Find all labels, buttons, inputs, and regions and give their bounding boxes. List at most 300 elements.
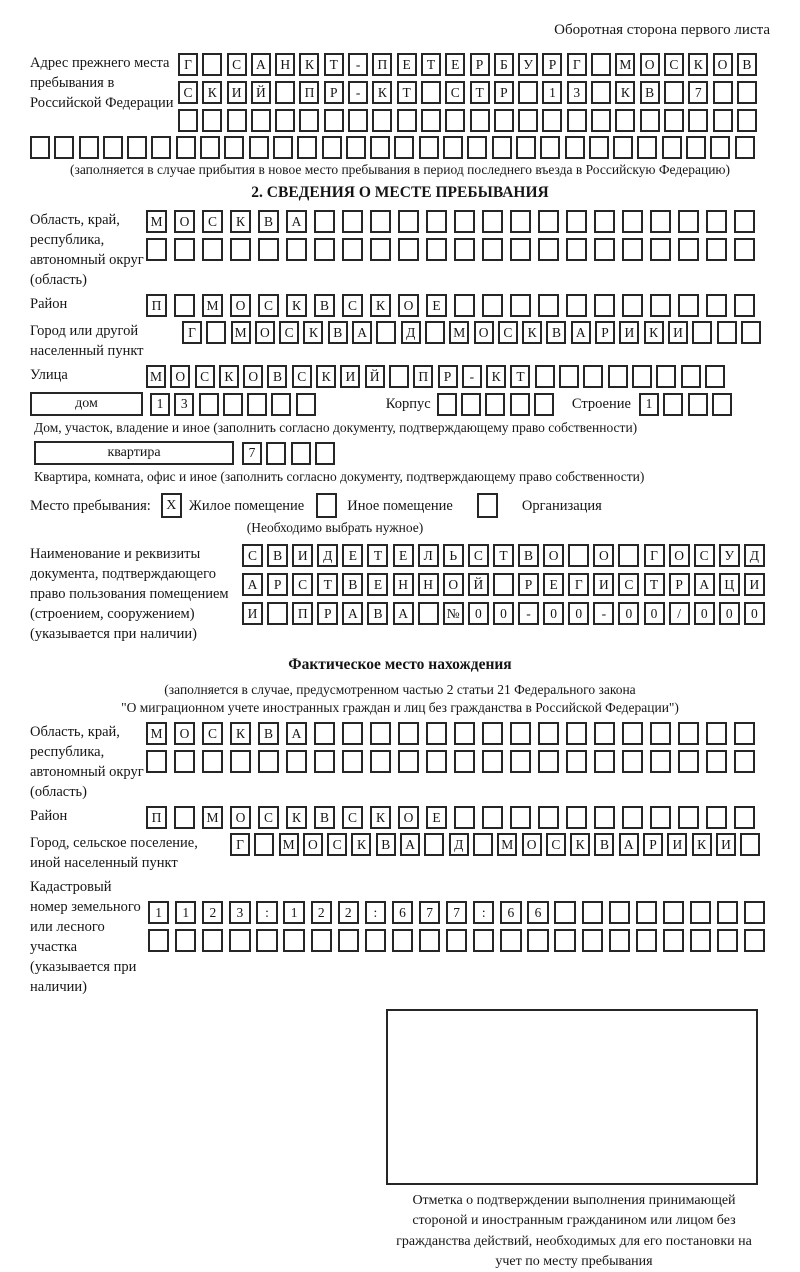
char-cell[interactable]: Р <box>267 573 288 596</box>
char-cell[interactable] <box>663 393 683 416</box>
char-cell[interactable] <box>744 901 765 924</box>
char-cell[interactable] <box>254 833 274 856</box>
char-cell[interactable] <box>224 136 244 159</box>
char-cell[interactable] <box>636 929 657 952</box>
char-cell[interactable] <box>589 136 609 159</box>
char-cell[interactable] <box>148 929 169 952</box>
char-cell[interactable] <box>227 109 247 132</box>
char-cell[interactable] <box>622 806 643 829</box>
char-cell[interactable] <box>419 929 440 952</box>
char-cell[interactable] <box>174 806 195 829</box>
char-cell[interactable]: С <box>694 544 715 567</box>
char-cell[interactable]: Е <box>426 294 447 317</box>
char-cell[interactable] <box>664 81 684 104</box>
char-cell[interactable] <box>734 806 755 829</box>
char-cell[interactable] <box>622 722 643 745</box>
char-cell[interactable] <box>688 109 708 132</box>
char-cell[interactable] <box>632 365 652 388</box>
char-cell[interactable]: Д <box>317 544 338 567</box>
char-cell[interactable] <box>566 722 587 745</box>
char-cell[interactable] <box>338 929 359 952</box>
char-cell[interactable]: К <box>486 365 506 388</box>
char-cell[interactable] <box>398 210 419 233</box>
char-cell[interactable]: И <box>227 81 247 104</box>
char-cell[interactable] <box>275 81 295 104</box>
char-cell[interactable]: С <box>258 806 279 829</box>
char-cell[interactable] <box>174 238 195 261</box>
char-cell[interactable]: 7 <box>242 442 262 465</box>
char-cell[interactable]: В <box>594 833 614 856</box>
char-cell[interactable]: В <box>267 365 287 388</box>
char-cell[interactable]: Р <box>518 573 539 596</box>
char-cell[interactable] <box>565 136 585 159</box>
char-cell[interactable] <box>542 109 562 132</box>
char-cell[interactable] <box>518 109 538 132</box>
char-cell[interactable] <box>376 321 396 344</box>
char-cell[interactable] <box>664 109 684 132</box>
char-cell[interactable]: А <box>352 321 372 344</box>
char-cell[interactable]: К <box>286 294 307 317</box>
char-cell[interactable] <box>346 136 366 159</box>
char-cell[interactable]: К <box>615 81 635 104</box>
char-cell[interactable]: О <box>593 544 614 567</box>
char-cell[interactable]: М <box>146 365 166 388</box>
char-cell[interactable]: О <box>713 53 733 76</box>
char-cell[interactable]: М <box>202 806 223 829</box>
char-cell[interactable] <box>54 136 74 159</box>
char-cell[interactable] <box>510 210 531 233</box>
char-cell[interactable] <box>419 136 439 159</box>
char-cell[interactable] <box>398 750 419 773</box>
char-cell[interactable] <box>741 321 761 344</box>
char-cell[interactable]: О <box>174 722 195 745</box>
char-cell[interactable] <box>473 929 494 952</box>
char-cell[interactable] <box>370 238 391 261</box>
char-cell[interactable]: В <box>518 544 539 567</box>
char-cell[interactable]: 0 <box>744 602 765 625</box>
char-cell[interactable] <box>175 929 196 952</box>
char-cell[interactable] <box>206 321 226 344</box>
char-cell[interactable] <box>315 442 335 465</box>
char-cell[interactable] <box>678 750 699 773</box>
char-cell[interactable] <box>510 238 531 261</box>
char-cell[interactable]: О <box>398 294 419 317</box>
char-cell[interactable]: А <box>400 833 420 856</box>
char-cell[interactable] <box>482 238 503 261</box>
char-cell[interactable]: П <box>372 53 392 76</box>
char-cell[interactable] <box>591 109 611 132</box>
char-cell[interactable] <box>437 393 457 416</box>
char-cell[interactable]: С <box>618 573 639 596</box>
char-cell[interactable] <box>538 294 559 317</box>
char-cell[interactable]: М <box>497 833 517 856</box>
char-cell[interactable]: С <box>202 210 223 233</box>
char-cell[interactable]: К <box>570 833 590 856</box>
char-cell[interactable]: Г <box>230 833 250 856</box>
char-cell[interactable]: К <box>644 321 664 344</box>
char-cell[interactable] <box>678 238 699 261</box>
char-cell[interactable] <box>594 722 615 745</box>
char-cell[interactable] <box>686 136 706 159</box>
char-cell[interactable]: Р <box>643 833 663 856</box>
char-cell[interactable] <box>446 929 467 952</box>
char-cell[interactable] <box>283 929 304 952</box>
char-cell[interactable] <box>342 750 363 773</box>
char-cell[interactable] <box>199 393 219 416</box>
char-cell[interactable]: П <box>292 602 313 625</box>
char-cell[interactable] <box>421 109 441 132</box>
char-cell[interactable]: Т <box>493 544 514 567</box>
char-cell[interactable] <box>678 294 699 317</box>
char-cell[interactable]: И <box>744 573 765 596</box>
char-cell[interactable] <box>706 238 727 261</box>
char-cell[interactable] <box>690 901 711 924</box>
char-cell[interactable] <box>622 294 643 317</box>
char-cell[interactable]: Н <box>418 573 439 596</box>
char-cell[interactable]: Р <box>438 365 458 388</box>
char-cell[interactable]: 0 <box>618 602 639 625</box>
char-cell[interactable] <box>174 750 195 773</box>
char-cell[interactable]: 1 <box>639 393 659 416</box>
char-cell[interactable] <box>688 393 708 416</box>
char-cell[interactable] <box>314 210 335 233</box>
char-cell[interactable] <box>706 210 727 233</box>
char-cell[interactable] <box>734 294 755 317</box>
char-cell[interactable]: - <box>518 602 539 625</box>
char-cell[interactable] <box>454 210 475 233</box>
char-cell[interactable] <box>650 806 671 829</box>
char-cell[interactable] <box>636 901 657 924</box>
char-cell[interactable]: В <box>314 806 335 829</box>
char-cell[interactable]: 0 <box>468 602 489 625</box>
char-cell[interactable]: Й <box>251 81 271 104</box>
char-cell[interactable] <box>734 238 755 261</box>
char-cell[interactable] <box>482 722 503 745</box>
char-cell[interactable] <box>706 294 727 317</box>
char-cell[interactable] <box>527 929 548 952</box>
char-cell[interactable] <box>79 136 99 159</box>
char-cell[interactable] <box>717 929 738 952</box>
char-cell[interactable]: 2 <box>202 901 223 924</box>
char-cell[interactable]: О <box>174 210 195 233</box>
char-cell[interactable] <box>394 136 414 159</box>
char-cell[interactable]: С <box>292 573 313 596</box>
char-cell[interactable]: С <box>279 321 299 344</box>
char-cell[interactable]: Г <box>644 544 665 567</box>
char-cell[interactable] <box>482 294 503 317</box>
char-cell[interactable] <box>510 393 530 416</box>
char-cell[interactable]: К <box>219 365 239 388</box>
char-cell[interactable] <box>146 238 167 261</box>
char-cell[interactable]: О <box>522 833 542 856</box>
char-cell[interactable]: О <box>443 573 464 596</box>
char-cell[interactable]: С <box>342 806 363 829</box>
char-cell[interactable]: Е <box>426 806 447 829</box>
char-cell[interactable] <box>473 833 493 856</box>
char-cell[interactable]: К <box>688 53 708 76</box>
char-cell[interactable]: С <box>258 294 279 317</box>
char-cell[interactable]: С <box>342 294 363 317</box>
char-cell[interactable]: О <box>255 321 275 344</box>
char-cell[interactable]: : <box>473 901 494 924</box>
char-cell[interactable] <box>510 294 531 317</box>
char-cell[interactable] <box>258 238 279 261</box>
char-cell[interactable] <box>454 806 475 829</box>
char-cell[interactable] <box>734 210 755 233</box>
char-cell[interactable] <box>267 602 288 625</box>
char-cell[interactable]: 6 <box>392 901 413 924</box>
char-cell[interactable]: Т <box>470 81 490 104</box>
char-cell[interactable] <box>622 238 643 261</box>
char-cell[interactable] <box>650 750 671 773</box>
char-cell[interactable] <box>223 393 243 416</box>
char-cell[interactable] <box>127 136 147 159</box>
char-cell[interactable] <box>712 393 732 416</box>
char-cell[interactable]: П <box>146 294 167 317</box>
char-cell[interactable] <box>296 393 316 416</box>
char-cell[interactable]: Ц <box>719 573 740 596</box>
char-cell[interactable] <box>650 238 671 261</box>
char-cell[interactable]: А <box>571 321 591 344</box>
char-cell[interactable] <box>566 806 587 829</box>
char-cell[interactable] <box>461 393 481 416</box>
char-cell[interactable]: К <box>230 210 251 233</box>
char-cell[interactable] <box>258 750 279 773</box>
char-cell[interactable] <box>637 136 657 159</box>
char-cell[interactable]: О <box>303 833 323 856</box>
char-cell[interactable] <box>200 136 220 159</box>
char-cell[interactable]: П <box>146 806 167 829</box>
char-cell[interactable] <box>418 602 439 625</box>
char-cell[interactable]: С <box>242 544 263 567</box>
char-cell[interactable] <box>663 929 684 952</box>
char-cell[interactable]: И <box>593 573 614 596</box>
char-cell[interactable]: Р <box>542 53 562 76</box>
char-cell[interactable]: В <box>546 321 566 344</box>
char-cell[interactable] <box>594 806 615 829</box>
char-cell[interactable] <box>492 136 512 159</box>
char-cell[interactable]: С <box>498 321 518 344</box>
char-cell[interactable] <box>247 393 267 416</box>
char-cell[interactable] <box>397 109 417 132</box>
char-cell[interactable] <box>426 238 447 261</box>
char-cell[interactable]: 0 <box>694 602 715 625</box>
char-cell[interactable] <box>744 929 765 952</box>
char-cell[interactable] <box>314 750 335 773</box>
char-cell[interactable] <box>454 722 475 745</box>
char-cell[interactable] <box>609 929 630 952</box>
char-cell[interactable]: Р <box>324 81 344 104</box>
char-cell[interactable]: В <box>640 81 660 104</box>
char-cell[interactable]: Т <box>317 573 338 596</box>
char-cell[interactable]: А <box>242 573 263 596</box>
char-cell[interactable] <box>734 750 755 773</box>
char-cell[interactable] <box>348 109 368 132</box>
char-cell[interactable]: - <box>348 53 368 76</box>
char-cell[interactable] <box>706 750 727 773</box>
char-cell[interactable]: К <box>692 833 712 856</box>
char-cell[interactable] <box>706 722 727 745</box>
char-cell[interactable]: В <box>258 722 279 745</box>
char-cell[interactable] <box>594 750 615 773</box>
char-cell[interactable] <box>650 722 671 745</box>
char-cell[interactable] <box>482 750 503 773</box>
char-cell[interactable]: Г <box>182 321 202 344</box>
char-cell[interactable]: - <box>462 365 482 388</box>
char-cell[interactable] <box>470 109 490 132</box>
char-cell[interactable]: Р <box>470 53 490 76</box>
char-cell[interactable] <box>678 210 699 233</box>
char-cell[interactable] <box>454 238 475 261</box>
char-cell[interactable]: М <box>615 53 635 76</box>
char-cell[interactable] <box>342 722 363 745</box>
char-cell[interactable]: И <box>716 833 736 856</box>
char-cell[interactable] <box>426 750 447 773</box>
char-cell[interactable] <box>178 109 198 132</box>
char-cell[interactable]: И <box>242 602 263 625</box>
char-cell[interactable]: С <box>445 81 465 104</box>
char-cell[interactable] <box>710 136 730 159</box>
char-cell[interactable] <box>566 750 587 773</box>
char-cell[interactable] <box>311 929 332 952</box>
char-cell[interactable] <box>678 722 699 745</box>
char-cell[interactable]: К <box>351 833 371 856</box>
char-cell[interactable]: Т <box>421 53 441 76</box>
char-cell[interactable]: М <box>449 321 469 344</box>
char-cell[interactable]: О <box>398 806 419 829</box>
char-cell[interactable] <box>426 722 447 745</box>
char-cell[interactable]: Р <box>317 602 338 625</box>
char-cell[interactable]: С <box>227 53 247 76</box>
char-cell[interactable]: 0 <box>568 602 589 625</box>
char-cell[interactable] <box>151 136 171 159</box>
char-cell[interactable]: / <box>669 602 690 625</box>
char-cell[interactable] <box>566 294 587 317</box>
char-cell[interactable] <box>656 365 676 388</box>
char-cell[interactable] <box>582 901 603 924</box>
char-cell[interactable] <box>342 210 363 233</box>
char-cell[interactable]: С <box>178 81 198 104</box>
char-cell[interactable]: Т <box>397 81 417 104</box>
char-cell[interactable] <box>538 806 559 829</box>
char-cell[interactable]: : <box>256 901 277 924</box>
char-cell[interactable] <box>706 806 727 829</box>
char-cell[interactable] <box>324 109 344 132</box>
char-cell[interactable] <box>202 109 222 132</box>
char-cell[interactable]: 1 <box>148 901 169 924</box>
char-cell[interactable] <box>421 81 441 104</box>
char-cell[interactable]: 2 <box>338 901 359 924</box>
char-cell[interactable]: Г <box>568 573 589 596</box>
char-cell[interactable] <box>705 365 725 388</box>
char-cell[interactable] <box>202 53 222 76</box>
char-cell[interactable]: № <box>443 602 464 625</box>
char-cell[interactable]: В <box>367 602 388 625</box>
stay-type-checkbox-other[interactable] <box>316 493 337 518</box>
char-cell[interactable]: К <box>370 806 391 829</box>
char-cell[interactable] <box>322 136 342 159</box>
char-cell[interactable] <box>286 750 307 773</box>
char-cell[interactable] <box>370 136 390 159</box>
char-cell[interactable] <box>534 393 554 416</box>
char-cell[interactable]: Е <box>367 573 388 596</box>
char-cell[interactable] <box>370 210 391 233</box>
char-cell[interactable] <box>554 929 575 952</box>
char-cell[interactable] <box>568 544 589 567</box>
char-cell[interactable]: 3 <box>567 81 587 104</box>
char-cell[interactable] <box>256 929 277 952</box>
char-cell[interactable] <box>291 442 311 465</box>
char-cell[interactable] <box>482 806 503 829</box>
char-cell[interactable] <box>566 210 587 233</box>
char-cell[interactable] <box>229 929 250 952</box>
char-cell[interactable]: О <box>243 365 263 388</box>
char-cell[interactable]: Б <box>494 53 514 76</box>
char-cell[interactable] <box>713 109 733 132</box>
char-cell[interactable] <box>608 365 628 388</box>
char-cell[interactable] <box>365 929 386 952</box>
char-cell[interactable] <box>271 393 291 416</box>
stay-type-checkbox-organization[interactable] <box>477 493 498 518</box>
char-cell[interactable] <box>594 210 615 233</box>
char-cell[interactable] <box>426 210 447 233</box>
char-cell[interactable]: К <box>370 294 391 317</box>
char-cell[interactable] <box>389 365 409 388</box>
char-cell[interactable]: Г <box>567 53 587 76</box>
char-cell[interactable]: А <box>286 722 307 745</box>
char-cell[interactable] <box>538 238 559 261</box>
char-cell[interactable]: Н <box>275 53 295 76</box>
char-cell[interactable] <box>251 109 271 132</box>
char-cell[interactable] <box>493 573 514 596</box>
char-cell[interactable]: А <box>286 210 307 233</box>
char-cell[interactable] <box>202 238 223 261</box>
char-cell[interactable] <box>30 136 50 159</box>
char-cell[interactable]: Р <box>595 321 615 344</box>
char-cell[interactable]: С <box>327 833 347 856</box>
char-cell[interactable]: К <box>299 53 319 76</box>
char-cell[interactable]: - <box>593 602 614 625</box>
char-cell[interactable] <box>690 929 711 952</box>
char-cell[interactable] <box>640 109 660 132</box>
char-cell[interactable]: Е <box>393 544 414 567</box>
char-cell[interactable] <box>591 53 611 76</box>
char-cell[interactable] <box>538 210 559 233</box>
char-cell[interactable]: К <box>303 321 323 344</box>
char-cell[interactable] <box>176 136 196 159</box>
char-cell[interactable]: М <box>202 294 223 317</box>
char-cell[interactable] <box>538 722 559 745</box>
char-cell[interactable]: Д <box>401 321 421 344</box>
char-cell[interactable]: Г <box>178 53 198 76</box>
char-cell[interactable]: 2 <box>311 901 332 924</box>
char-cell[interactable]: 1 <box>175 901 196 924</box>
char-cell[interactable] <box>583 365 603 388</box>
char-cell[interactable]: С <box>292 365 312 388</box>
char-cell[interactable] <box>103 136 123 159</box>
char-cell[interactable]: П <box>299 81 319 104</box>
char-cell[interactable] <box>566 238 587 261</box>
char-cell[interactable]: Т <box>644 573 665 596</box>
char-cell[interactable]: А <box>342 602 363 625</box>
char-cell[interactable]: Й <box>468 573 489 596</box>
char-cell[interactable]: Л <box>418 544 439 567</box>
char-cell[interactable]: С <box>664 53 684 76</box>
char-cell[interactable] <box>717 901 738 924</box>
char-cell[interactable]: В <box>342 573 363 596</box>
char-cell[interactable]: 0 <box>644 602 665 625</box>
char-cell[interactable]: К <box>522 321 542 344</box>
